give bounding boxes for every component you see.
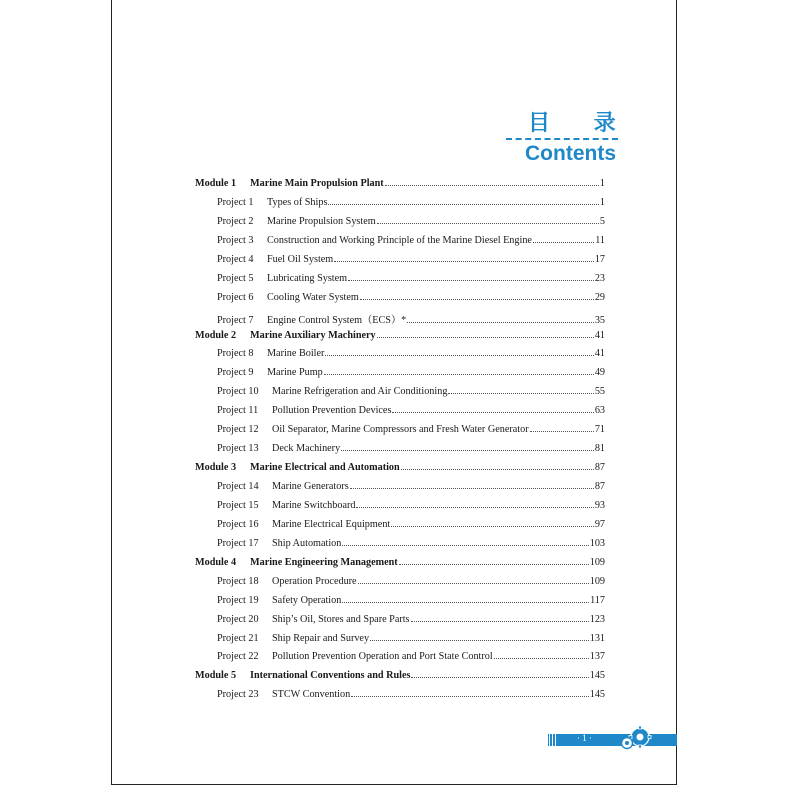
toc-entry-title: Engine Control System（ECS）* <box>267 314 407 326</box>
toc-project-row[interactable] <box>195 292 605 311</box>
toc-entry-page: 87 <box>594 462 605 474</box>
toc-entry-label: Project 23 <box>217 689 259 701</box>
toc-entry-page: 35 <box>594 314 605 326</box>
toc-entry-label: Project 7 <box>217 314 254 326</box>
toc-entry-title: Types of Ships <box>267 196 328 208</box>
toc-entry-page: 1 <box>599 196 605 208</box>
toc-entry-title: Marine Engineering Management <box>250 556 398 568</box>
toc-entry-label: Project 6 <box>217 291 254 303</box>
toc-entry-label: Project 14 <box>217 481 259 492</box>
toc-entry-label: Project 21 <box>217 632 259 644</box>
toc-entry-title: Ship’s Oil, Stores and Spare Parts <box>272 613 410 625</box>
toc-entry-title: Marine Pump <box>267 367 323 379</box>
toc-entry-page: 145 <box>589 670 605 682</box>
toc-entry-label: Project 19 <box>217 594 259 606</box>
toc-entry-label: Project 9 <box>217 367 254 379</box>
toc-entry-label: Project 10 <box>217 386 259 398</box>
toc-project-row[interactable] <box>195 519 605 538</box>
dot-leader <box>342 544 588 546</box>
dot-leader <box>530 430 594 432</box>
dot-leader <box>324 373 594 375</box>
toc-project-row[interactable] <box>195 500 605 519</box>
toc-project-row[interactable] <box>195 481 605 500</box>
dot-leader <box>356 506 593 508</box>
toc-entry-page: 87 <box>594 481 605 492</box>
toc-entry-page: 123 <box>589 613 605 625</box>
toc-entry-title: Marine Auxiliary Machinery <box>250 329 376 341</box>
toc-entry-label: Project 3 <box>217 234 254 246</box>
toc-entry-page: 81 <box>594 443 605 455</box>
toc-module-row[interactable] <box>195 670 605 689</box>
toc-entry-label: Project 5 <box>217 272 254 284</box>
toc-entry-label: Project 2 <box>217 215 254 227</box>
toc-entry-page: 5 <box>599 215 605 227</box>
toc-entry-title: Pollution Prevention Devices <box>272 405 392 417</box>
toc-entry-label: Project 1 <box>217 196 254 208</box>
toc-project-row[interactable] <box>195 197 605 216</box>
toc-entry-label: Project 17 <box>217 537 259 549</box>
toc-entry-title: Marine Electrical and Automation <box>250 462 400 474</box>
toc-project-row[interactable] <box>195 651 605 670</box>
toc-entry-title: Ship Repair and Survey <box>272 632 370 644</box>
toc-entry-page: 131 <box>589 632 605 644</box>
toc-entry-page: 49 <box>594 367 605 379</box>
dot-leader <box>350 487 594 489</box>
dot-leader <box>360 298 594 300</box>
toc-entry-label: Project 15 <box>217 499 259 511</box>
toc-entry-page: 137 <box>589 651 605 663</box>
dot-leader <box>334 260 594 262</box>
toc-entry-label: Module 2 <box>195 329 237 341</box>
page-number: · 1 · <box>577 733 592 743</box>
dot-leader <box>391 525 594 527</box>
dot-leader <box>341 449 594 451</box>
toc-entry-page: 63 <box>594 405 605 417</box>
contents-title-chinese: 目 录 <box>528 111 634 136</box>
dot-leader <box>533 241 594 243</box>
dot-leader <box>377 336 594 338</box>
toc-entry-page: 109 <box>589 556 605 568</box>
footer-stripes-icon <box>548 734 566 746</box>
toc-entry-page: 97 <box>594 518 605 530</box>
toc-project-row[interactable] <box>195 273 605 292</box>
dot-leader <box>392 411 593 413</box>
toc-entry-title: Fuel Oil System <box>267 253 334 265</box>
toc-entry-page: 29 <box>594 291 605 303</box>
toc-entry-title: Construction and Working Principle of the Marine Diesel Engine <box>267 234 532 246</box>
toc-project-row[interactable] <box>195 614 605 633</box>
toc-entry-page: 55 <box>594 386 605 398</box>
toc-entry-label: Project 18 <box>217 575 259 587</box>
toc-module-row[interactable] <box>195 557 605 576</box>
toc-entry-title: Marine Switchboard <box>272 499 356 511</box>
toc-entry-label: Project 11 <box>217 405 259 417</box>
dot-leader <box>358 582 589 584</box>
toc-entry-title: Marine Refrigeration and Air Conditioning <box>272 386 448 398</box>
toc-entry-title: International Conventions and Rules <box>250 670 411 682</box>
toc-entry-page: 145 <box>589 689 605 701</box>
toc-project-row[interactable] <box>195 348 605 367</box>
toc-entry-label: Project 4 <box>217 253 254 265</box>
dot-leader <box>370 639 589 641</box>
toc-entry-label: Module 4 <box>195 556 237 568</box>
dot-leader <box>348 279 594 281</box>
toc-project-row[interactable] <box>195 254 605 273</box>
toc-entry-label: Project 20 <box>217 613 259 625</box>
toc-project-row[interactable] <box>195 443 605 462</box>
dot-leader <box>342 601 589 603</box>
footer-bar <box>548 734 677 746</box>
toc-entry-page: 117 <box>590 594 605 606</box>
toc-entry-page: 17 <box>594 253 605 265</box>
toc-project-row[interactable] <box>195 311 605 330</box>
toc-entry-title: Marine Propulsion System <box>267 215 376 227</box>
toc-entry-title: Marine Main Propulsion Plant <box>250 178 384 189</box>
toc-entry-page: 23 <box>594 272 605 284</box>
toc-entry-title: Safety Operation <box>272 594 342 606</box>
toc-project-row[interactable] <box>195 424 605 443</box>
dot-leader <box>399 563 589 565</box>
toc-entry-label: Module 3 <box>195 462 237 474</box>
toc-project-row[interactable] <box>195 633 605 652</box>
toc-entry-title: Operation Procedure <box>272 575 357 587</box>
dot-leader <box>328 203 598 205</box>
table-of-contents <box>195 178 605 708</box>
dot-leader <box>407 321 594 323</box>
toc-entry-label: Project 13 <box>217 443 259 455</box>
toc-entry-page: 71 <box>594 424 605 436</box>
toc-project-row[interactable] <box>195 538 605 557</box>
toc-entry-label: Module 1 <box>195 178 237 189</box>
toc-entry-title: Oil Separator, Marine Compressors and Fresh Water Generator <box>272 424 529 436</box>
title-divider <box>506 138 618 140</box>
toc-project-row[interactable] <box>195 216 605 235</box>
toc-entry-title: Deck Machinery <box>272 443 341 455</box>
gear-icon <box>618 726 652 750</box>
dot-leader <box>411 676 588 678</box>
dot-leader <box>385 184 599 186</box>
toc-project-row[interactable] <box>195 576 605 595</box>
toc-entry-label: Project 8 <box>217 348 254 360</box>
dot-leader <box>448 392 593 394</box>
dot-leader <box>325 354 593 356</box>
contents-title-english: Contents <box>525 142 616 165</box>
toc-entry-title: Pollution Prevention Operation and Port State Control <box>272 651 493 663</box>
toc-entry-page: 109 <box>589 575 605 587</box>
toc-module-row[interactable] <box>195 330 605 349</box>
dot-leader <box>411 620 589 622</box>
toc-project-row[interactable] <box>195 689 605 708</box>
toc-entry-page: 103 <box>589 537 605 549</box>
toc-entry-title: Marine Generators <box>272 481 349 492</box>
toc-module-row[interactable] <box>195 462 605 481</box>
toc-entry-title: Cooling Water System <box>267 291 359 303</box>
toc-project-row[interactable] <box>195 367 605 386</box>
toc-project-row[interactable] <box>195 235 605 254</box>
toc-entry-title: Marine Boiler <box>267 348 325 360</box>
toc-entry-label: Module 5 <box>195 670 237 682</box>
toc-entry-page: 1 <box>599 178 605 189</box>
toc-project-row[interactable] <box>195 595 605 614</box>
toc-entry-title: Ship Automation <box>272 537 342 549</box>
dot-leader <box>377 222 599 224</box>
toc-entry-page: 93 <box>594 499 605 511</box>
toc-entry-page: 11 <box>595 234 605 246</box>
dot-leader <box>494 657 589 659</box>
dot-leader <box>401 468 594 470</box>
toc-project-row[interactable] <box>195 405 605 424</box>
toc-entry-title: Lubricating System <box>267 272 348 284</box>
toc-entry-label: Project 22 <box>217 651 259 663</box>
toc-entry-page: 41 <box>594 348 605 360</box>
toc-entry-page: 41 <box>594 329 605 341</box>
toc-entry-label: Project 16 <box>217 518 259 530</box>
toc-entry-title: STCW Convention <box>272 689 351 701</box>
toc-project-row[interactable] <box>195 386 605 405</box>
toc-entry-label: Project 12 <box>217 424 259 436</box>
dot-leader <box>351 695 589 697</box>
toc-entry-title: Marine Electrical Equipment <box>272 518 391 530</box>
toc-module-row[interactable] <box>195 178 605 197</box>
